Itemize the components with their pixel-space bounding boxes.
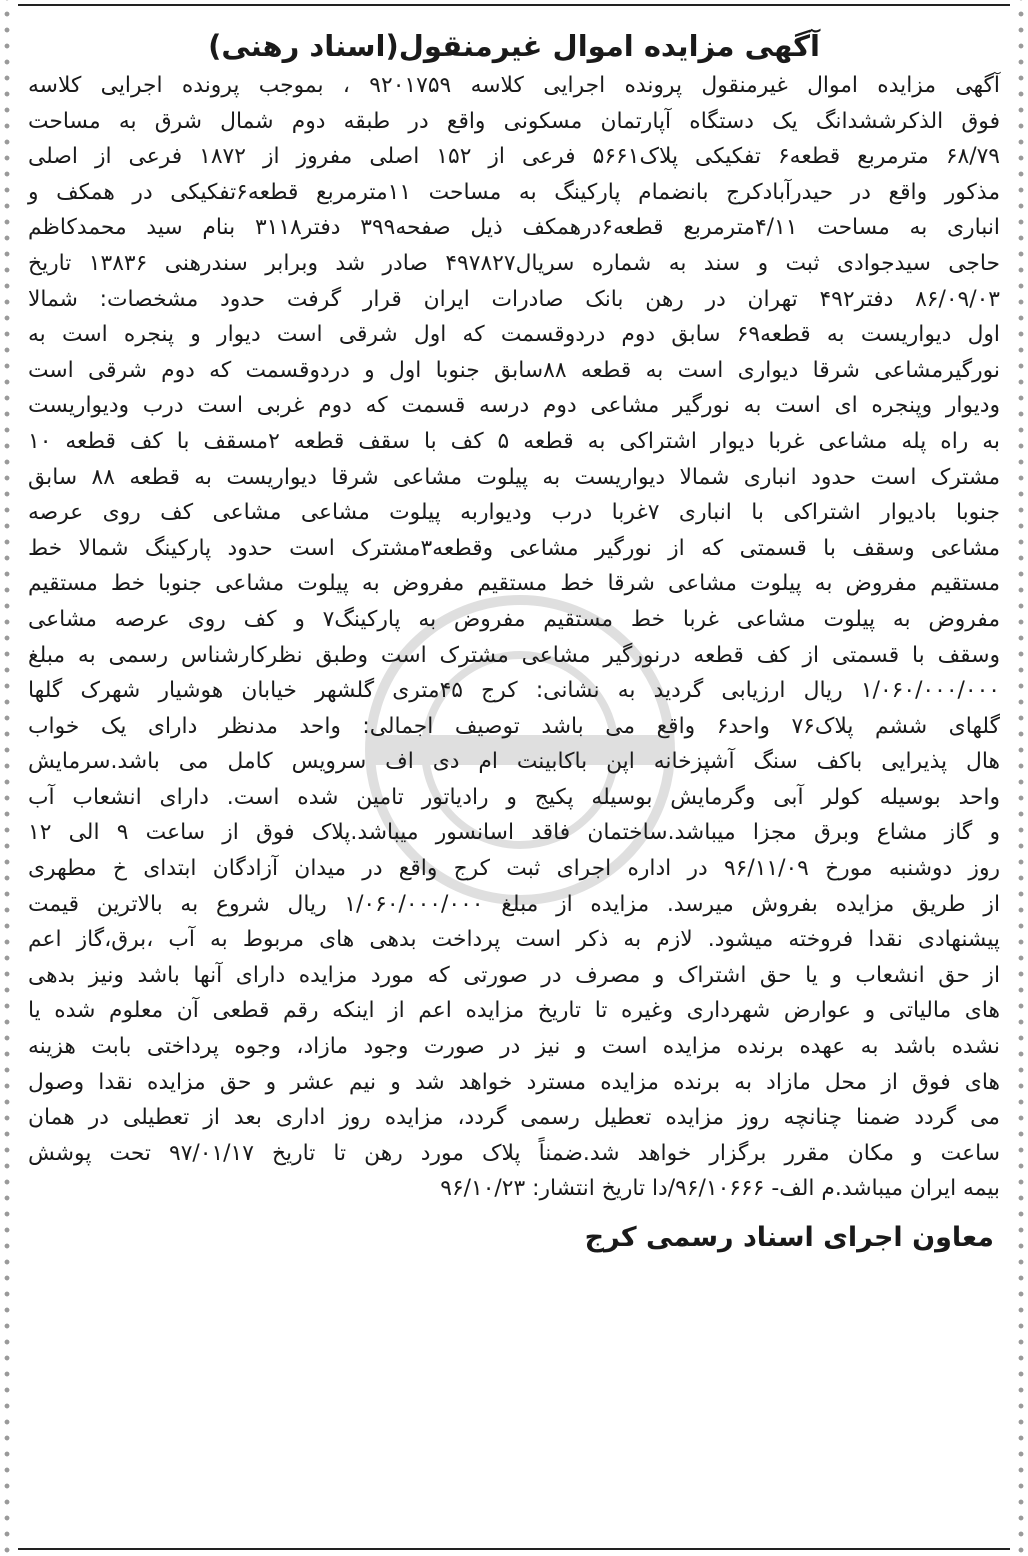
- notice-line: مشترک است حدود انباری شمالا دیواریست به پیلوت مشاعی شرقا دیواریست به قطعه ۸۸ سابق: [28, 464, 1001, 490]
- notice-line: ساعت و مکان مقرر برگزار خواهد شد.ضمناً پلاک مورد رهن تا تاریخ ۹۷/۰۱/۱۷ تحت پوشش: [28, 1140, 1000, 1166]
- notice-line: به راه پله مشاعی غربا دیوار اشتراکی به قطعه ۵ کف با سقف قطعه ۲مسقف با کف قطعه ۱۰: [28, 428, 1000, 454]
- notice-line: می گردد ضمنا چنانچه روز مزایده تعطیل رسمی گردد، مزایده روز اداری بعد از تعطیلی در همان: [28, 1105, 1000, 1131]
- notice-line: جنوبا بادیوار اشتراکی با انباری ۷غربا درب ودیواربه پیلوت مشاعی مشاعی کف روی عرصه: [28, 500, 1000, 526]
- right-dotted-border: [1014, 0, 1028, 1556]
- notice-line: و گاز مشاع وبرق مجزا میباشد.ساختمان فاقد اسانسور میباشد.پلاک فوق از ساعت ۹ الی ۱۲: [28, 820, 1000, 846]
- notice-line: مذکور واقع در حیدرآبادکرج بانضمام پارکینگ به مساحت ۱۱مترمربع قطعه۶تفکیکی در همکف و: [28, 179, 1000, 205]
- notice-line: پیشنهادی نقدا فروخته میشود. لازم به ذکر است پرداخت بدهی های مربوط به آب ،برق،گاز اعم: [28, 927, 1000, 953]
- notice-line: های مالیاتی و عوارض شهرداری وغیره تا تاریخ مزایده اعم از اینکه رقم قطعی آن معلوم شده یا: [28, 998, 1000, 1024]
- notice-line: حاجی سیدجوادی ثبت و سند به شماره سریال۴۹۷۸۲۷ صادر شد وبرابر سندرهنی ۱۳۸۳۶ تاریخ: [28, 250, 1000, 276]
- bottom-rule: [18, 1548, 1010, 1550]
- notice-line: از حق انشعاب و یا حق اشتراک و مصرف در صورتی که مورد مزایده دارای آنها باشد ونیز بدهی: [28, 962, 1000, 988]
- notice-line: مشاعی وسقف با قسمتی که از نورگیر مشاعی وقطعه۳مشترک است حدود پارکینگ شمالا خط: [28, 535, 1000, 561]
- notice-line: نشده باشد به عهده برنده مزایده است و نیز در صورت وجود مازاد، وجوه پرداختی بابت هزینه: [28, 1034, 1000, 1060]
- notice-line: روز دوشنبه مورخ ۹۶/۱۱/۰۹ در اداره اجرای ثبت کرج واقع در میدان آزادگان ابتدای خ مطهری: [28, 856, 1001, 882]
- notice-line: اول دیواریست به قطعه۶۹ سابق دوم دردوقسمت که اول شرقی است دیوار و پنجره است به: [28, 322, 1000, 348]
- notice-line: های فوق از محل مازاد به برنده مزایده مسترد خواهد شد و نیم عشر و حق مزایده نقدا وصول: [28, 1069, 1000, 1095]
- notice-line: آگهی مزایده اموال غیرمنقول پرونده اجرایی کلاسه ۹۲۰۱۷۵۹ ، بموجب پرونده اجرایی کلاسه: [28, 73, 1000, 98]
- notice-signature: معاون اجرای اسناد رسمی کرج: [584, 1222, 994, 1253]
- notice-line: مستقیم مفروض به پیلوت مشاعی شرقا خط مستقیم مفروض به پیلوت مشاعی جنوبا خط مستقیم: [28, 571, 1000, 597]
- notice-line: هال پذیرایی باکف سنگ آشپزخانه اپن باکابینت ام دی اف سرویس کامل می باشد.سرمایش: [28, 749, 1000, 775]
- notice-line: ۸۶/۰۹/۰۳ دفتر۴۹۲ تهران در رهن بانک صادرات ایران قرار گرفت حدود مشخصات: شمالا: [28, 286, 1000, 312]
- notice-line: بیمه ایران میباشد.م الف- ۹۶/۱۰۶۶۶/دا تاریخ انتشار: ۹۶/۱۰/۲۳: [440, 1176, 1000, 1202]
- notice-line: واحد بوسیله کولر آبی وگرمایش بوسیله پکیج و رادیاتور تامین شده است. دارای انشعاب آب: [28, 784, 1000, 810]
- left-dotted-border: [0, 0, 14, 1556]
- notice-line: مفروض به پیلوت مشاعی غربا خط مستقیم مفروض به پارکینگ۷ و کف روی عرصه مشاعی: [28, 606, 1000, 632]
- notice-line: ۶۸/۷۹ مترمربع قطعه۶ تفکیکی پلاک۵۶۶۱ فرعی از ۱۵۲ اصلی مفروز از ۱۸۷۲ فرعی از اصلی: [28, 144, 1000, 170]
- notice-title: آگهی مزایده اموال غیرمنقول(اسناد رهنی): [208, 29, 820, 63]
- notice-body: [24, 68, 1004, 1207]
- notice-line: فوق الذکرششدانگ یک دستگاه آپارتمان مسکونی واقع در طبقه دوم شمال شرق به مساحت: [28, 108, 1000, 134]
- notice-line: نورگیرمشاعی شرقا دیواری است به قطعه ۸۸سابق جنوبا اول و دردوقسمت که دوم شرقی است: [28, 357, 1000, 383]
- notice-frame: [24, 12, 1004, 1542]
- notice-line: از طریق مزایده بفروش میرسد. مزایده از مبلغ ۱/۰۶۰/۰۰۰/۰۰۰ ریال شروع به بالاترین قیمت: [28, 891, 1000, 917]
- notice-line: وسقف با قسمتی از کف قطعه درنورگیر مشاعی مشترک است وطبق نظرکارشناس رسمی به مبلغ: [28, 642, 1000, 668]
- top-rule: [18, 4, 1010, 6]
- notice-line: ودیوار وپنجره ای است به نورگیر مشاعی دوم درسه قسمت که دوم غربی است درب ودیواریست: [28, 393, 1000, 419]
- notice-line: انباری به مساحت ۴/۱۱مترمربع قطعه۶درهمکف ذیل صفحه۳۹۹ دفتر۳۱۱۸ بنام سید محمدکاظم: [28, 215, 1000, 241]
- notice-line: ۱/۰۶۰/۰۰۰/۰۰۰ ریال ارزیابی گردید به نشانی: کرج ۴۵متری گلشهر خیابان هوشیار شهرک گلها: [28, 678, 1000, 704]
- notice-line: گلهای ششم پلاک۷۶ واحد۶ واقع می باشد توصیف اجمالی: واحد مدنظر دارای یک خواب: [28, 713, 1001, 739]
